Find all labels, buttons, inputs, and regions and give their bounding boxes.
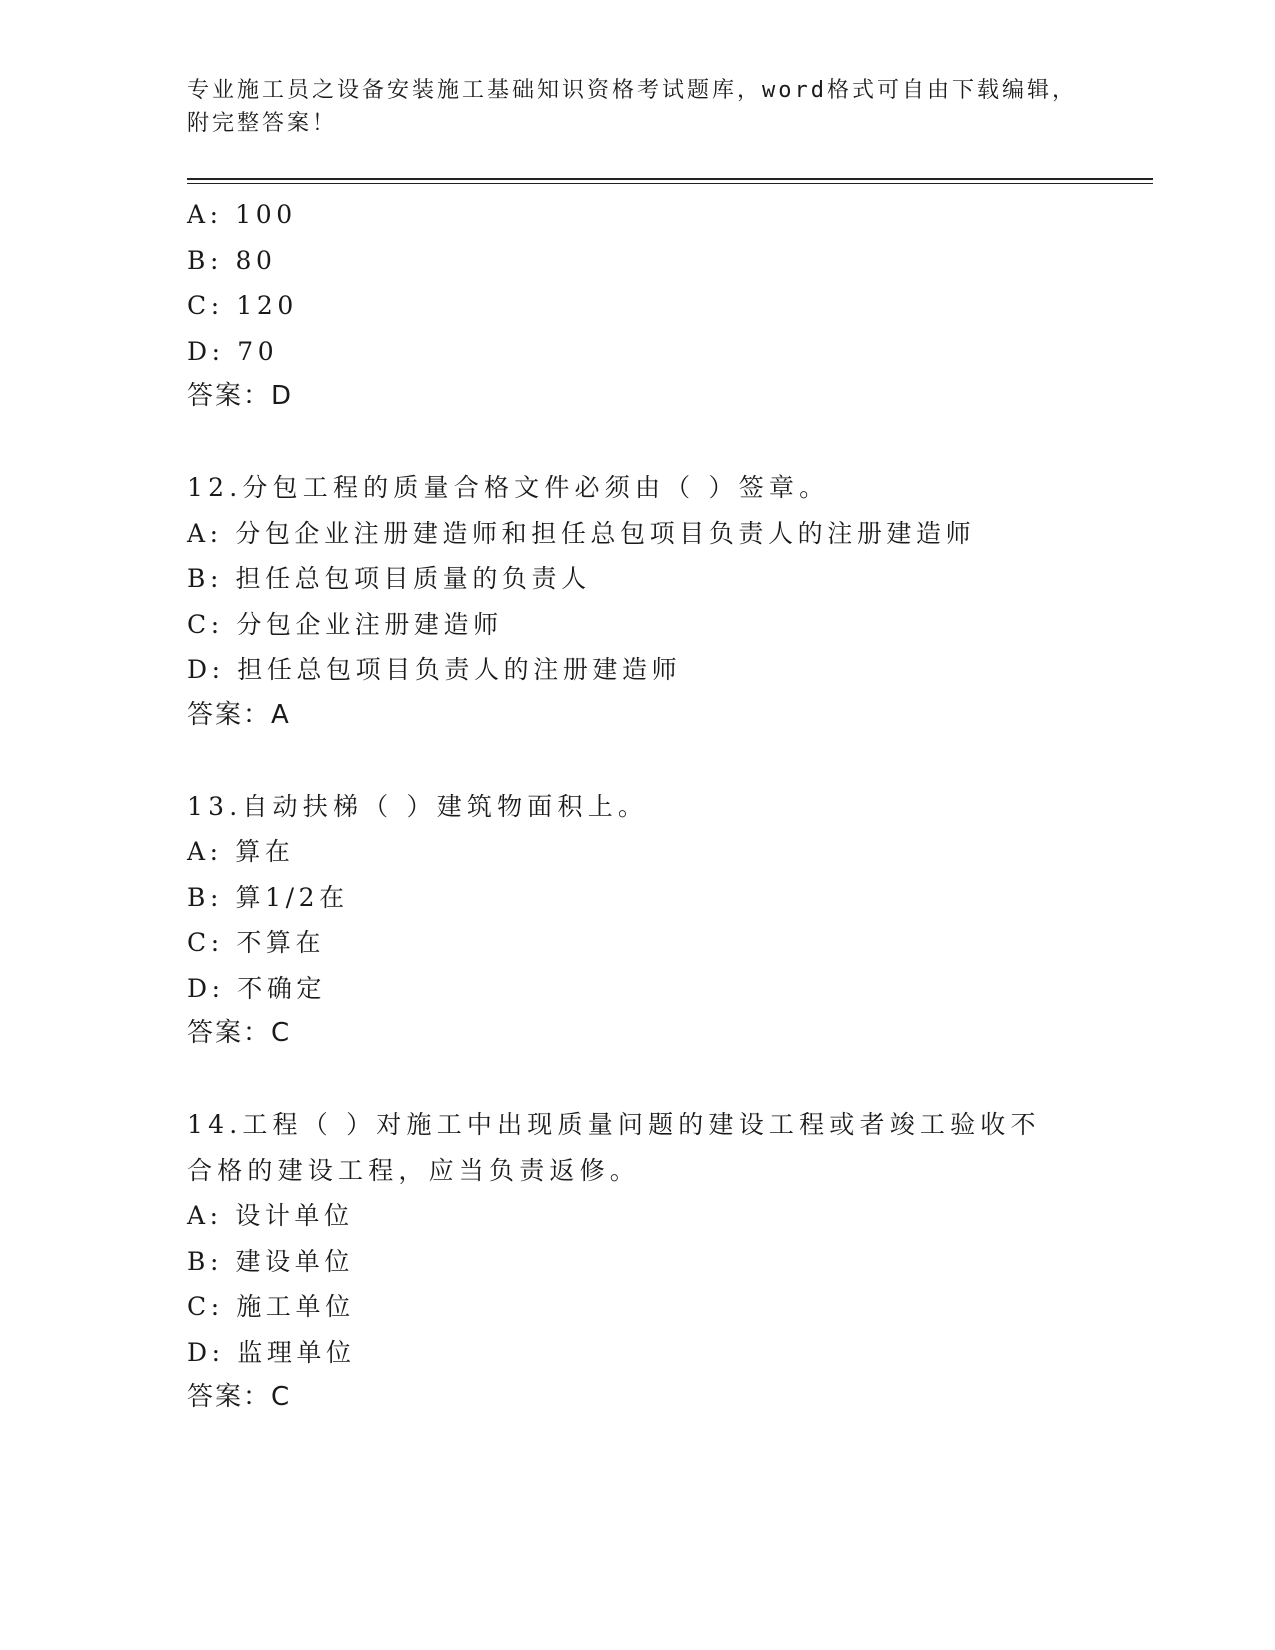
option-text: 设计单位 <box>235 1201 354 1230</box>
option-text: 70 <box>237 336 279 366</box>
option-c <box>187 1284 1107 1330</box>
answer-line <box>187 1375 1107 1421</box>
question-list <box>187 192 1107 1421</box>
option-letter: A: <box>187 518 223 548</box>
answer-value: D <box>271 381 294 411</box>
question-12 <box>187 465 1107 738</box>
answer-label: 答案： <box>187 1382 272 1412</box>
option-letter: B: <box>187 1246 223 1276</box>
option-text: 分包企业注册建造师和担任总包项目负责人的注册建造师 <box>235 518 976 548</box>
question-14 <box>187 1102 1107 1421</box>
option-b <box>187 875 1107 921</box>
answer-label: 答案： <box>187 381 272 411</box>
header-divider-thin <box>187 183 1153 184</box>
option-b <box>187 556 1107 602</box>
option-text: 120 <box>236 291 298 320</box>
option-letter: D: <box>187 1337 225 1367</box>
header-divider-thick <box>187 178 1153 180</box>
option-letter: D: <box>187 655 225 684</box>
option-a <box>187 511 1107 557</box>
option-d <box>187 647 1107 693</box>
option-text: 算在 <box>235 837 295 866</box>
question-13 <box>187 784 1107 1057</box>
option-letter: A: <box>187 200 223 229</box>
spacer <box>187 420 1107 466</box>
answer-label: 答案： <box>187 699 272 730</box>
answer-line <box>187 1011 1107 1057</box>
spacer <box>187 738 1107 784</box>
option-text: 监理单位 <box>237 1337 356 1367</box>
option-b <box>187 1239 1107 1285</box>
option-b <box>187 238 1107 284</box>
option-c <box>187 602 1107 648</box>
option-d <box>187 966 1107 1012</box>
option-letter: B: <box>187 245 223 275</box>
option-text: 算1/2在 <box>235 882 349 912</box>
option-letter: B: <box>187 564 223 593</box>
question-11-partial <box>187 192 1107 420</box>
answer-value: C <box>271 1018 292 1048</box>
answer-line <box>187 374 1107 420</box>
answer-label: 答案： <box>187 1018 272 1048</box>
option-a <box>187 829 1107 875</box>
option-text: 建设单位 <box>235 1246 354 1276</box>
option-a <box>187 192 1107 238</box>
option-a <box>187 1193 1107 1239</box>
option-c <box>187 283 1107 329</box>
option-letter: A: <box>187 837 223 866</box>
option-text: 不确定 <box>237 973 327 1003</box>
option-letter: C: <box>187 928 224 957</box>
option-text: 100 <box>235 200 297 229</box>
option-letter: C: <box>187 1292 224 1321</box>
answer-value: A <box>271 699 291 730</box>
answer-value: C <box>271 1382 292 1412</box>
header-title-line-1: 专业施工员之设备安装施工基础知识资格考试题库，word格式可自由下载编辑， <box>187 78 1077 103</box>
option-d <box>187 329 1107 375</box>
option-letter: D: <box>187 973 225 1003</box>
option-letter: D: <box>187 336 225 366</box>
option-text: 80 <box>235 245 277 275</box>
spacer <box>187 1057 1107 1103</box>
answer-line <box>187 693 1107 739</box>
option-text: 担任总包项目质量的负责人 <box>235 564 591 593</box>
option-letter: C: <box>187 609 224 639</box>
question-stem: 12.分包工程的质量合格文件必须由（ ）签章。 <box>187 473 830 502</box>
header-title-line-2: 附完整答案！ <box>187 111 338 136</box>
option-text: 不算在 <box>236 928 326 957</box>
option-letter: C: <box>187 291 224 320</box>
document-header <box>187 74 1087 140</box>
option-text: 分包企业注册建造师 <box>236 609 503 639</box>
option-d <box>187 1330 1107 1376</box>
option-text: 担任总包项目负责人的注册建造师 <box>237 655 682 684</box>
question-stem: 14.工程（ ）对施工中出现质量问题的建设工程或者竣工验收不合格的建设工程，应当负责返修。 <box>187 1110 1041 1185</box>
question-stem: 13.自动扶梯（ ）建筑物面积上。 <box>187 791 649 821</box>
option-c <box>187 920 1107 966</box>
option-text: 施工单位 <box>236 1292 355 1321</box>
option-letter: B: <box>187 882 223 912</box>
option-letter: A: <box>187 1201 223 1230</box>
